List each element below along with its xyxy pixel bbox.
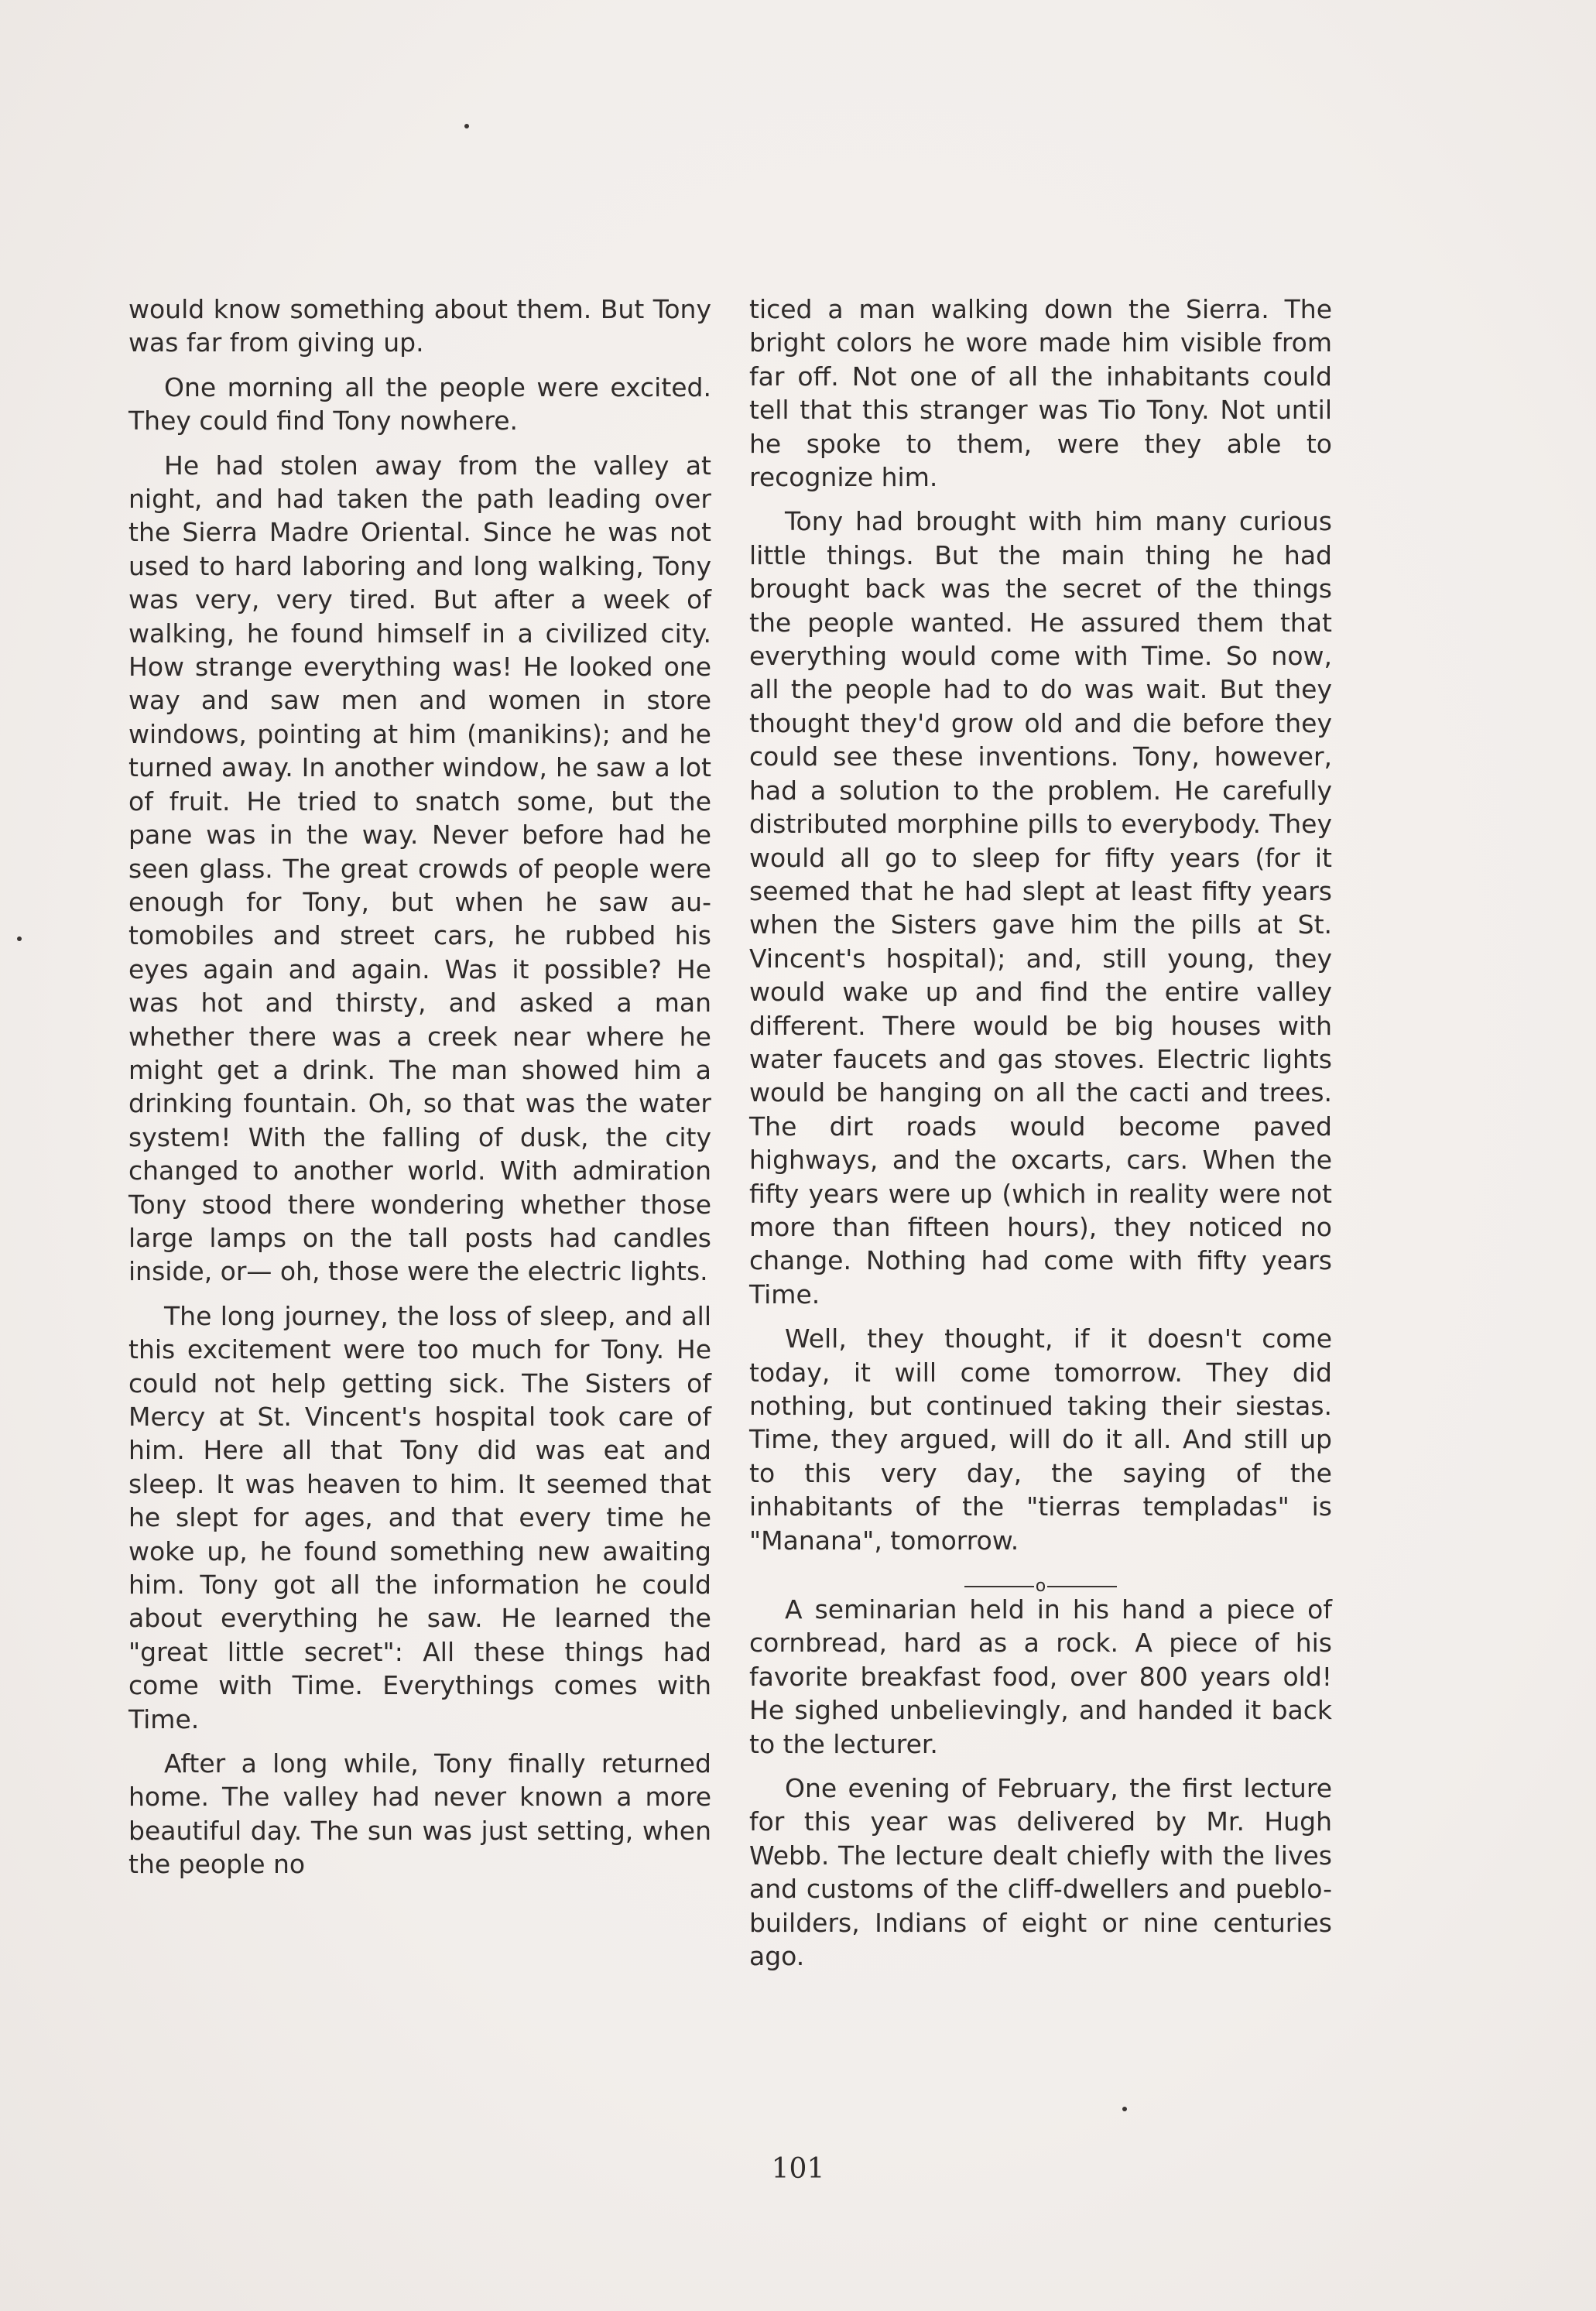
paper-speck [1122, 2107, 1127, 2111]
paper-speck [464, 124, 469, 128]
paragraph: After a long while, Tony finally returned home. The valley had never known a more beautiful day. The sun was just setting, when the people no [128, 1748, 711, 1880]
paragraph: He had stolen away from the valley at night, and had taken the path leading over the Sierra Madre Oriental. Since he was not used to hard laboring and long walking, Tony was very, very tired. But after a week of walking, he found himself in a civilized city. How strange everything was! He looked one way and saw men and women in store windows, pointing at him (manikins); and he turned away. In another window, he saw a lot of fruit. He tried to snatch some, but the pane was in the way. Never before had he seen glass. The great crowds of people were enough for Tony, but when he saw automobiles and street cars, he rubbed his eyes again and again. Was it possible? He was hot and thirsty, and asked a man whether there was a creek near where he might get a drink. The man showed him a drinking fountain. Oh, so that was the water system! With the falling of dusk, the city changed to another world. With admiration Tony stood there wondering whether those large lamps on the tall posts had candles inside, or— oh, those were the electric lights. [128, 450, 711, 1287]
separator-line [1047, 1586, 1117, 1587]
paragraph: One morning all the people were excited. They could find Tony nowhere. [128, 371, 711, 437]
paragraph: Tony had brought with him many curious little things. But the main thing he had brought back was the secret of the things the people wanted. He assured them that everything would come with Time. So now, all the people had to do was wait. But they thought they'd grow old and die before they could see these inventions. Tony, however, had a solution to the problem. He carefully distributed morphine pills to everybody. They would all go to sleep for fifty years (for it seemed that he had slept at least fifty years when the Sisters gave him the pills at St. Vincent's hospital); and, still young, they would wake up and find the entire valley different. There would be big houses with water faucets and gas stoves. Electric lights would be hanging on all the cacti and trees. The dirt roads would become paved highways, and the oxcarts, cars. When the fifty years were up (which in reality were not more than fifteen hours), they noticed no change. Nothing had come with fifty years Time. [749, 506, 1332, 1310]
left-column [128, 293, 711, 1892]
paragraph: A seminarian held in his hand a piece of cornbread, hard as a rock. A piece of his favorite breakfast food, over 800 years old! He sighed unbelievingly, and handed it back to the lecturer. [749, 1594, 1332, 1759]
paragraph: ticed a man walking down the Sierra. The bright colors he wore made him visible from far off. Not one of all the inhabitants could tell that this stranger was Tio Tony. Not until he spoke to them, were they able to recognize him. [749, 294, 1332, 493]
section-separator [749, 1568, 1332, 1596]
page-number: 101 [771, 2153, 825, 2185]
paragraph: One evening of February, the first lecture for this year was delivered by Mr. Hugh Webb. The lecture dealt chiefly with the lives and customs of the cliff-dwellers and pueblo-builders, Indians of eight or nine centuries ago. [749, 1773, 1332, 1972]
separator-line [964, 1586, 1034, 1587]
separator-mark: o [1035, 1576, 1046, 1596]
right-column [749, 293, 1332, 1984]
paragraph: Well, they thought, if it doesn't come today, it will come tomorrow. They did nothing, but continued taking their siestas. Time, they argued, will do it all. And still up to this very day, the saying of the inhabitants of the "tierras templadas" is "Manana", tomorrow. [749, 1323, 1332, 1556]
paper-speck [17, 936, 22, 941]
paragraph: The long journey, the loss of sleep, and all this excitement were too much for Tony. He could not help getting sick. The Sisters of Mercy at St. Vincent's hospital took care of him. Here all that Tony did was eat and sleep. It was heaven to him. It seemed that he slept for ages, and that every time he woke up, he found something new awaiting him. Tony got all the information he could about everything he saw. He learned the "great little secret": All these things had come with Time. Everythings comes with Time. [128, 1300, 711, 1734]
paragraph: would know something about them. But Tony was far from giving up. [128, 294, 711, 358]
